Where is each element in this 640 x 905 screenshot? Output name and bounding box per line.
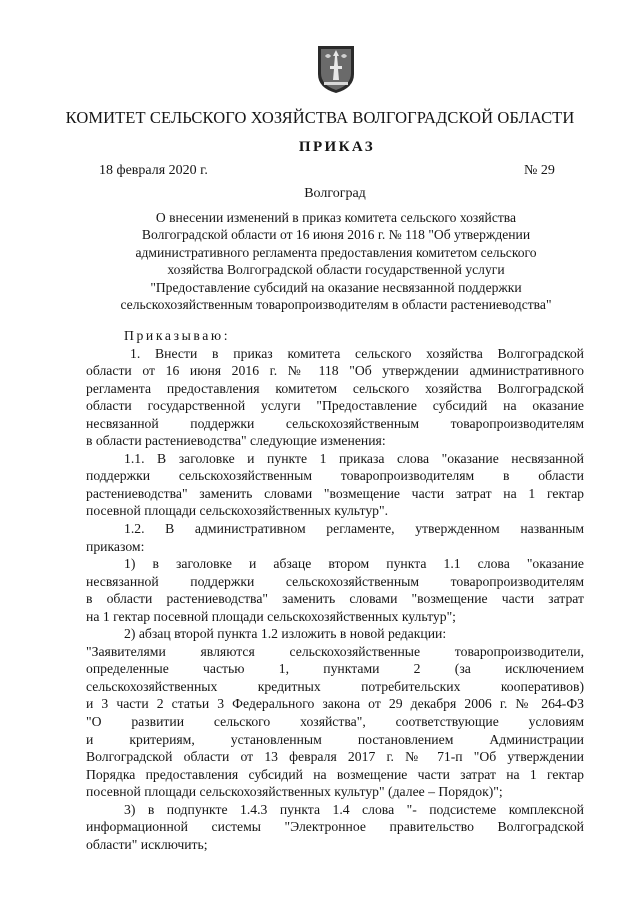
subject-line: О внесении изменений в приказ комитета сельского хозяйства [155,210,517,225]
paragraph-line: регламента предоставления комитетом сельского хозяйства Волгоградской [86,380,584,396]
paragraph-line: растениеводства" заменить словами "возмещение части затрат на 1 гектар [86,485,584,501]
paragraph-line: определенные частью 1, пунктами 2 (за исключением [86,661,584,677]
paragraph-line: 3) в подпункте 1.4.3 пункта 1.4 слова "- подсистеме комплексной [124,801,584,817]
document-body [86,327,584,853]
subject-line: сельскохозяйственным товаропроизводителям в области растениеводства" [120,297,552,313]
paragraph-line: посевной площади сельскохозяйственных культур" (далее – Порядок)"; [86,784,503,800]
subject-line: административного регламента предоставления комитетом сельского [135,244,537,260]
document-date: 18 февраля 2020 г. [99,163,208,178]
subject-line: хозяйства Волгоградской области государственной услуги [167,262,505,278]
paragraph-line: области государственной услуги "Предоставление субсидий на оказание [86,398,584,414]
paragraph-line: в области растениеводства" заменить словами "возмещение части затрат [86,591,584,607]
document-number: № 29 [524,163,555,178]
paragraph-line: и 3 части 2 статьи 3 Федерального закона от 29 декабря 2006 г. № 264-ФЗ [86,696,584,712]
paragraph-line: 1.2. В административном регламенте, утвержденном названным [124,521,584,537]
document-subject [84,209,588,313]
paragraph-line: приказом: [86,538,145,554]
paragraph-line: "О развитии сельского хозяйства", соответствующие условиям [86,714,584,730]
paragraph-line: Волгоградской области от 13 февраля 2017 г. № 71-п "Об утверждении [86,749,584,765]
organization-name: КОМИТЕТ СЕЛЬСКОГО ХОЗЯЙСТВА ВОЛГОГРАДСКОЙ ОБЛАСТИ [65,108,575,127]
document-type-title: ПРИКАЗ [298,139,376,155]
paragraph-line: "Заявителями являются сельскохозяйственные товаропроизводители, [86,643,584,659]
document-city: Волгоград [304,186,366,201]
paragraph-line: и критериям, установленным постановлением Администрации [86,731,584,747]
paragraph-line: несвязанной поддержки сельскохозяйственным товаропроизводителям [86,415,584,431]
paragraph-line: несвязанной поддержки сельскохозяйственным товаропроизводителям [86,573,584,589]
paragraph-line: посевной площади сельскохозяйственных культур". [86,503,389,519]
order-preamble: Приказываю: [124,328,231,343]
paragraph-line: в области растениеводства" следующие изменения: [86,433,386,449]
paragraph-line: Порядка предоставления субсидий на возмещение части затрат на 1 гектар [86,766,584,782]
paragraph-line: информационной системы "Электронное правительство Волгоградской [86,819,584,835]
paragraph-line: на 1 гектар посевной площади сельскохозяйственных культур"; [86,608,456,624]
paragraph-line: области" исключить; [86,836,208,852]
paragraph-line: 1.1. В заголовке и пункте 1 приказа слова "оказание несвязанной [124,450,584,466]
paragraph-line: поддержки сельскохозяйственным товаропроизводителям в области [86,468,584,484]
subject-line: "Предоставление субсидий на оказание несвязанной поддержки [150,279,522,295]
paragraph-line: 1. Внести в приказ комитета сельского хозяйства Волгоградской [130,345,584,361]
paragraph-line: сельскохозяйственных кредитных потребительских кооперативов) [86,678,584,694]
subject-line: Волгоградской области от 16 июня 2016 г. № 118 "Об утверждении [141,227,531,243]
paragraph-line: 1) в заголовке и абзаце втором пункта 1.1 слова "оказание [124,556,584,572]
paragraph-line: области от 16 июня 2016 г. № 118 "Об утверждении административного [86,363,584,379]
paragraph-line: 2) абзац второй пункта 1.2 изложить в новой редакции: [124,626,447,642]
coat-of-arms-icon [316,44,356,94]
